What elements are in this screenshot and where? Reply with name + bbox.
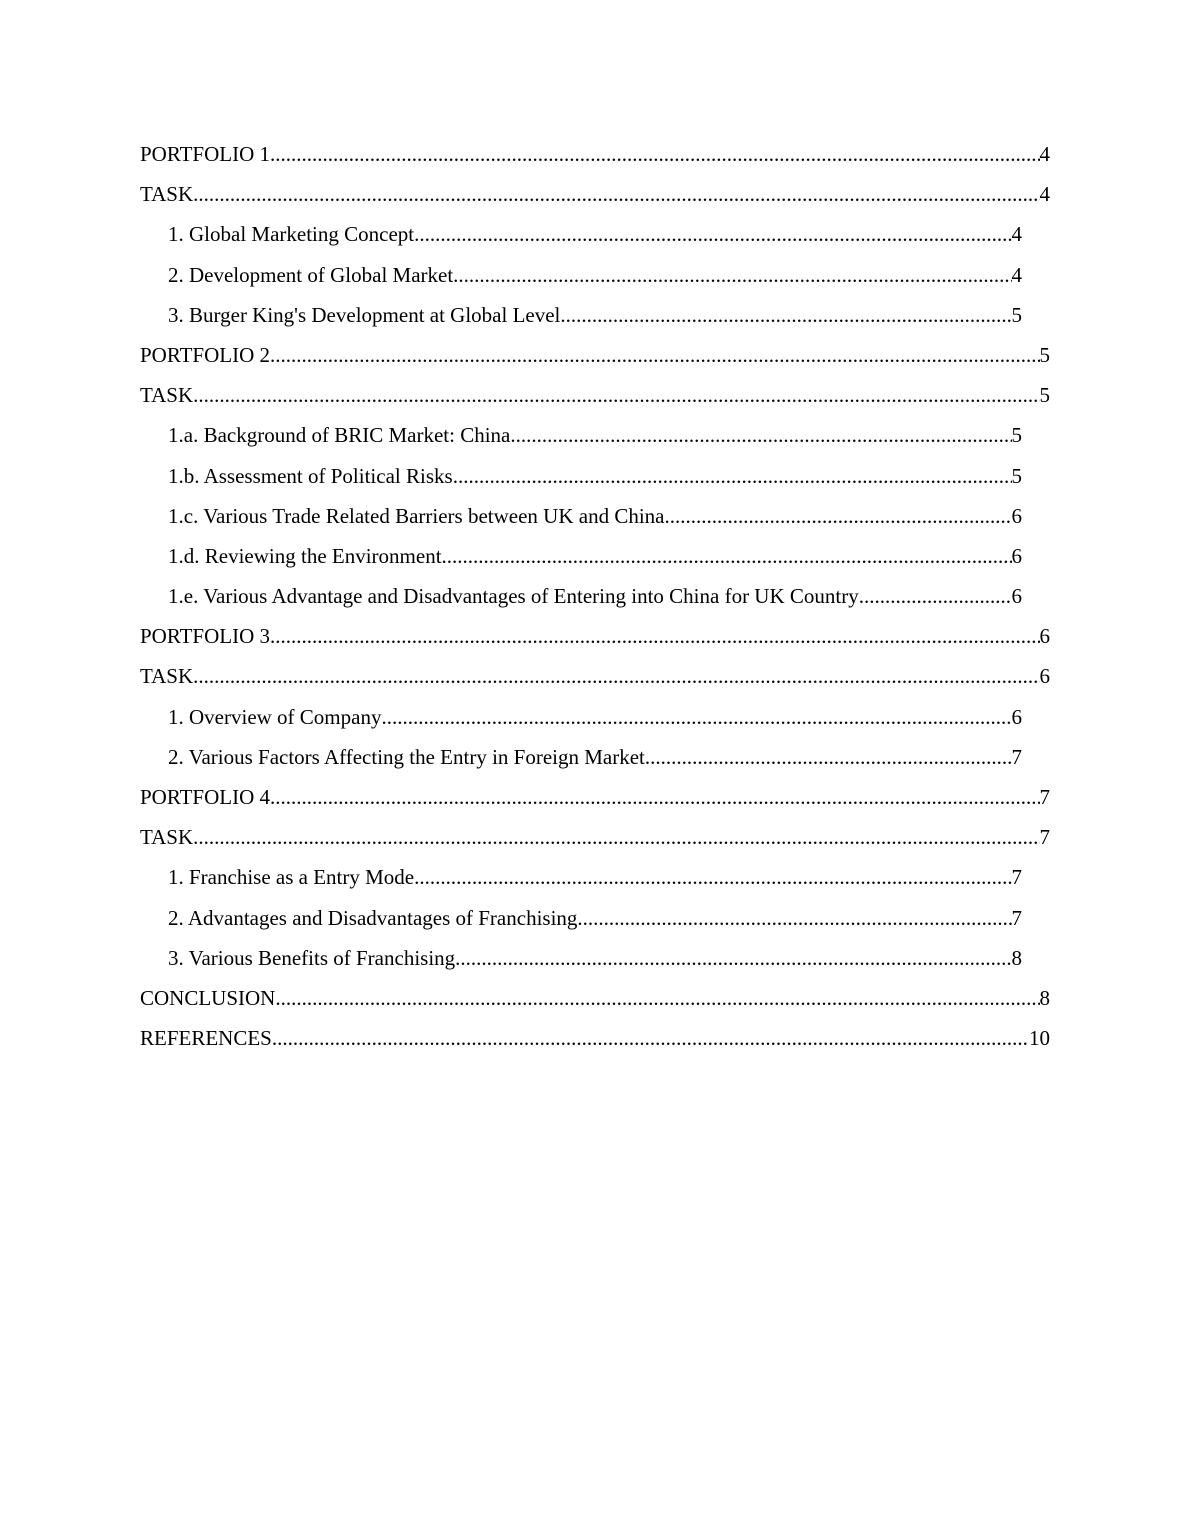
toc-entry-title: 1. Overview of Company xyxy=(168,704,382,729)
toc-entry-page: 6 xyxy=(1011,503,1022,528)
toc-entry-title: 2. Development of Global Market xyxy=(168,262,454,287)
toc-entry-title: 1.c. Various Trade Related Barriers between UK and China xyxy=(168,503,665,528)
toc-entry-page: 10 xyxy=(1029,1026,1050,1051)
toc-dot-leader xyxy=(193,817,1039,857)
toc-entry-page: 8 xyxy=(1011,945,1022,970)
toc-dot-leader xyxy=(560,295,1011,335)
toc-entry-portfolio-1[interactable] xyxy=(140,134,1050,174)
toc-dot-leader xyxy=(193,656,1039,696)
table-of-contents xyxy=(140,134,1050,1058)
toc-entry-page: 4 xyxy=(1011,222,1022,247)
toc-entry-franchising-pros-cons[interactable] xyxy=(140,898,1022,938)
toc-entry-title: 1.b. Assessment of Political Risks xyxy=(168,463,453,488)
toc-entry-page: 5 xyxy=(1011,302,1022,327)
toc-entry-burger-king-development[interactable] xyxy=(140,295,1022,335)
toc-entry-title: 1.d. Reviewing the Environment xyxy=(168,543,442,568)
toc-entry-title: 1. Franchise as a Entry Mode xyxy=(168,865,415,890)
toc-entry-title: TASK xyxy=(140,182,194,207)
toc-entry-page: 6 xyxy=(1039,624,1050,649)
toc-entry-page: 6 xyxy=(1011,704,1022,729)
toc-entry-title: 1.a. Background of BRIC Market: China xyxy=(168,423,511,448)
toc-dot-leader xyxy=(270,134,1040,174)
toc-entry-bric-market-background[interactable] xyxy=(140,415,1022,455)
toc-dot-leader xyxy=(193,174,1039,214)
toc-entry-title: 1.e. Various Advantage and Disadvantages of Entering into China for UK Country xyxy=(168,584,859,609)
toc-entry-title: TASK xyxy=(140,383,194,408)
toc-dot-leader xyxy=(414,857,1011,897)
toc-entry-references[interactable] xyxy=(140,1018,1050,1058)
toc-entry-title: 2. Advantages and Disadvantages of Franchising xyxy=(168,905,578,930)
toc-entry-title: 2. Various Factors Affecting the Entry in Foreign Market xyxy=(168,744,645,769)
toc-dot-leader xyxy=(270,777,1040,817)
toc-entry-page: 5 xyxy=(1011,423,1022,448)
toc-entry-title: 3. Burger King's Development at Global Level xyxy=(168,302,561,327)
toc-entry-page: 5 xyxy=(1039,342,1050,367)
toc-dot-leader xyxy=(275,978,1039,1018)
toc-entry-page: 7 xyxy=(1039,785,1050,809)
toc-entry-title: CONCLUSION xyxy=(140,985,276,1010)
toc-entry-page: 7 xyxy=(1039,825,1050,850)
toc-entry-title: PORTFOLIO 4 xyxy=(140,785,270,809)
toc-entry-title: 1. Global Marketing Concept xyxy=(168,222,415,247)
toc-entry-conclusion[interactable] xyxy=(140,978,1050,1018)
toc-entry-development-of-global-market[interactable] xyxy=(140,255,1022,295)
toc-entry-page: 8 xyxy=(1039,985,1050,1010)
toc-dot-leader xyxy=(272,1018,1029,1058)
toc-entry-task[interactable] xyxy=(140,375,1050,415)
toc-entry-page: 4 xyxy=(1011,262,1022,287)
toc-entry-portfolio-3[interactable] xyxy=(140,616,1050,656)
toc-entry-page: 5 xyxy=(1039,383,1050,408)
toc-dot-leader xyxy=(442,536,1012,576)
toc-entry-page: 7 xyxy=(1011,744,1022,769)
toc-entry-benefits-of-franchising[interactable] xyxy=(140,938,1022,978)
toc-dot-leader xyxy=(510,415,1011,455)
toc-entry-task[interactable] xyxy=(140,174,1050,214)
toc-dot-leader xyxy=(453,255,1011,295)
toc-entry-page: 6 xyxy=(1039,664,1050,689)
toc-entry-title: PORTFOLIO 3 xyxy=(140,624,270,649)
toc-entry-page: 5 xyxy=(1011,463,1022,488)
toc-entry-title: PORTFOLIO 1 xyxy=(140,142,270,166)
toc-dot-leader xyxy=(645,737,1012,777)
toc-entry-page: 4 xyxy=(1039,142,1050,166)
toc-entry-political-risks[interactable] xyxy=(140,456,1022,496)
toc-entry-page: 7 xyxy=(1011,905,1022,930)
toc-entry-task[interactable] xyxy=(140,656,1050,696)
toc-dot-leader xyxy=(270,616,1040,656)
toc-dot-leader xyxy=(414,214,1011,254)
toc-dot-leader xyxy=(193,375,1039,415)
toc-dot-leader xyxy=(455,938,1011,978)
toc-entry-advantages-entering-china[interactable] xyxy=(140,576,1022,616)
toc-dot-leader xyxy=(859,576,1012,616)
toc-entry-title: TASK xyxy=(140,825,194,850)
toc-entry-portfolio-2[interactable] xyxy=(140,335,1050,375)
toc-entry-overview-of-company[interactable] xyxy=(140,697,1022,737)
toc-dot-leader xyxy=(453,456,1012,496)
toc-entry-title: REFERENCES xyxy=(140,1026,272,1051)
toc-entry-task[interactable] xyxy=(140,817,1050,857)
toc-entry-page: 7 xyxy=(1011,865,1022,890)
toc-entry-factors-foreign-market[interactable] xyxy=(140,737,1022,777)
toc-entry-page: 4 xyxy=(1039,182,1050,207)
toc-entry-reviewing-environment[interactable] xyxy=(140,536,1022,576)
toc-entry-title: TASK xyxy=(140,664,194,689)
toc-dot-leader xyxy=(577,898,1011,938)
toc-entry-franchise-entry-mode[interactable] xyxy=(140,857,1022,897)
toc-entry-global-marketing-concept[interactable] xyxy=(140,214,1022,254)
toc-dot-leader xyxy=(381,697,1011,737)
toc-entry-title: 3. Various Benefits of Franchising xyxy=(168,945,456,970)
toc-dot-leader xyxy=(665,496,1012,536)
toc-entry-page: 6 xyxy=(1011,584,1022,609)
toc-entry-portfolio-4[interactable] xyxy=(140,777,1050,817)
toc-entry-title: PORTFOLIO 2 xyxy=(140,342,270,367)
toc-entry-page: 6 xyxy=(1011,543,1022,568)
toc-dot-leader xyxy=(270,335,1040,375)
toc-entry-trade-barriers[interactable] xyxy=(140,496,1022,536)
